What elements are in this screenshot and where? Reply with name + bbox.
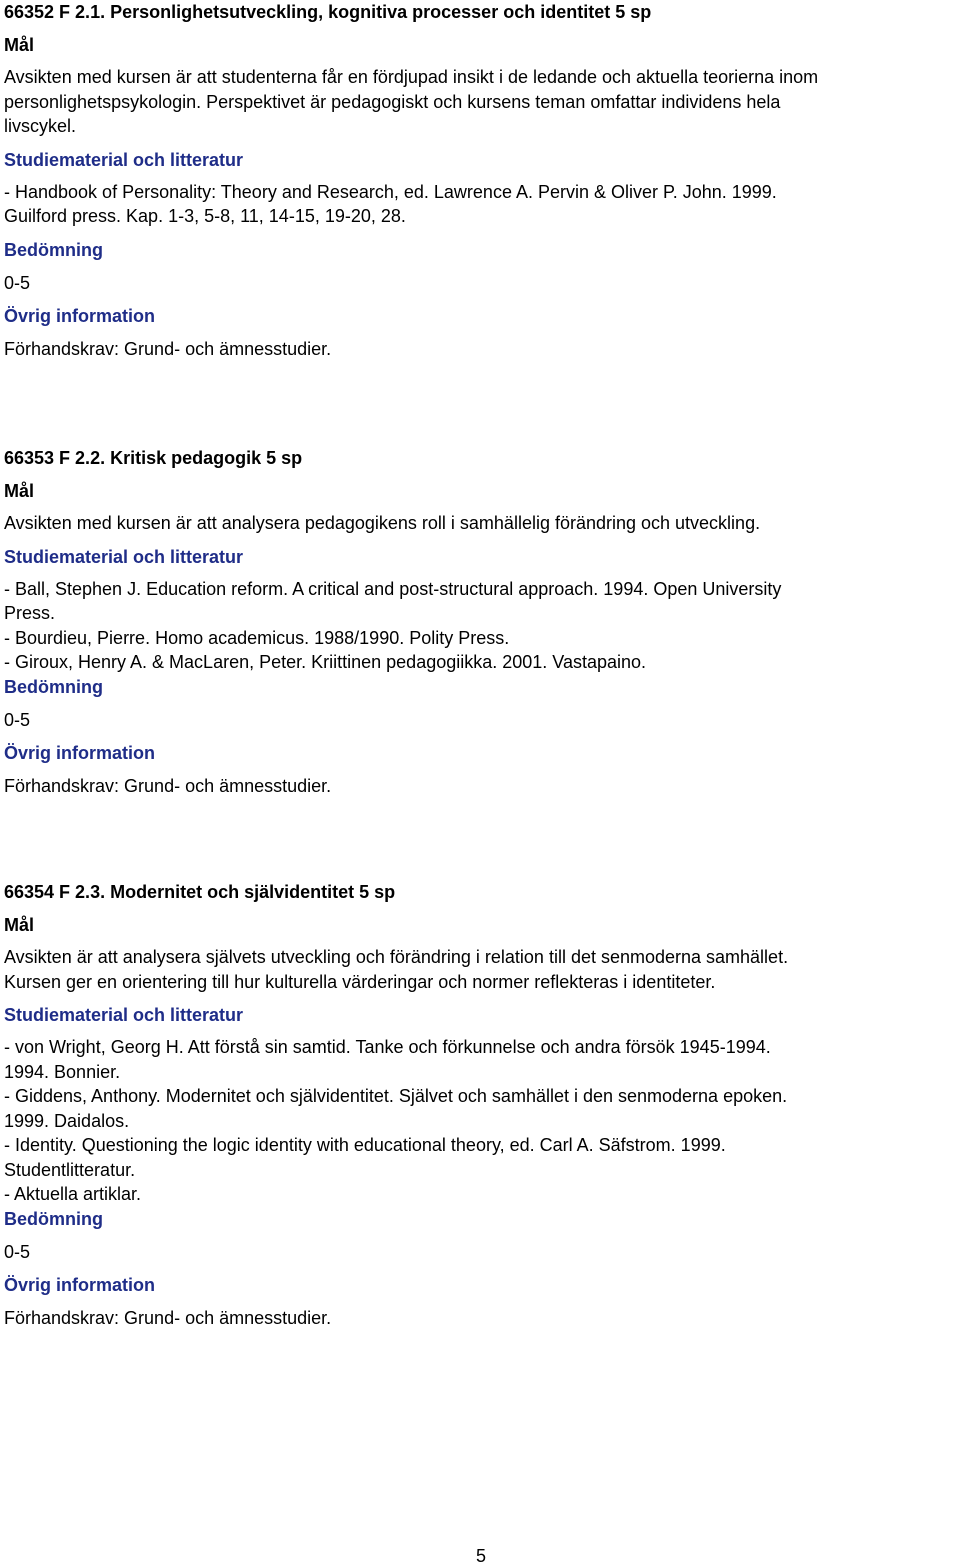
literature-line: - Handbook of Personality: Theory and Research, ed. Lawrence A. Pervin & Oliver P. John. 1999. bbox=[4, 181, 777, 202]
literature-line: - Bourdieu, Pierre. Homo academicus. 1988/1990. Polity Press. bbox=[4, 627, 510, 648]
goal-line: Avsikten är att analysera självets utveckling och förändring i relation till det senmoderna samhället. bbox=[4, 947, 789, 967]
goal-line: personlighetspsykologin. Perspektivet är pedagogiskt och kursens teman omfattar individens hela bbox=[4, 91, 781, 112]
literature-line: Press. bbox=[4, 603, 56, 623]
literature-line: - von Wright, Georg H. Att förstå sin samtid. Tanke och förkunnelse och andra försök 1945-1994. bbox=[4, 1037, 771, 1057]
literature-line: Guilford press. Kap. 1-3, 5-8, 11, 14-15, 19-20, 28. bbox=[4, 206, 406, 226]
page-number: 5 bbox=[476, 1546, 487, 1566]
literature-line: - Aktuella artiklar. bbox=[4, 1184, 142, 1204]
course-66353 bbox=[4, 446, 956, 798]
goal-text bbox=[4, 511, 956, 536]
literature-line: - Identity. Questioning the logic identity with educational theory, ed. Carl A. Säfstrom. 1999. bbox=[4, 1135, 726, 1155]
goal-text bbox=[4, 65, 956, 139]
literature-list bbox=[4, 180, 956, 229]
goal-line: Avsikten med kursen är att analysera pedagogikens roll i samhällelig förändring och utveckling. bbox=[4, 513, 761, 533]
grading-heading: Bedömning bbox=[4, 1208, 103, 1229]
literature-heading: Studiematerial och litteratur bbox=[4, 546, 244, 567]
literature-list bbox=[4, 1035, 956, 1207]
goal-heading: Mål bbox=[4, 915, 35, 935]
course-title: 66353 F 2.2. Kritisk pedagogik 5 sp bbox=[4, 448, 303, 468]
course-66354 bbox=[4, 880, 956, 1330]
literature-heading: Studiematerial och litteratur bbox=[4, 1005, 244, 1025]
literature-line: 1999. Daidalos. bbox=[4, 1110, 130, 1131]
literature-line: - Giroux, Henry A. & MacLaren, Peter. Kriittinen pedagogiikka. 2001. Vastapaino. bbox=[4, 652, 647, 672]
goal-text bbox=[4, 945, 956, 994]
literature-line: - Ball, Stephen J. Education reform. A critical and post-structural approach. 1994. Open University bbox=[4, 578, 782, 599]
goal-heading: Mål bbox=[4, 481, 35, 501]
info-value: Förhandskrav: Grund- och ämnesstudier. bbox=[4, 775, 332, 796]
literature-list bbox=[4, 577, 956, 675]
literature-heading: Studiematerial och litteratur bbox=[4, 149, 244, 170]
literature-line: 1994. Bonnier. bbox=[4, 1061, 121, 1082]
literature-line: - Giddens, Anthony. Modernitet och självidentitet. Självet och samhället i den senmoderna epoken. bbox=[4, 1086, 788, 1106]
goal-line: livscykel. bbox=[4, 116, 77, 136]
literature-line: Studentlitteratur. bbox=[4, 1159, 136, 1180]
grading-heading: Bedömning bbox=[4, 676, 103, 697]
course-title: 66354 F 2.3. Modernitet och självidentitet 5 sp bbox=[4, 882, 396, 902]
info-value: Förhandskrav: Grund- och ämnesstudier. bbox=[4, 1307, 332, 1328]
course-title: 66352 F 2.1. Personlighetsutveckling, kognitiva processer och identitet 5 sp bbox=[4, 2, 652, 22]
course-66352 bbox=[4, 0, 956, 361]
info-heading: Övrig information bbox=[4, 305, 156, 326]
info-heading: Övrig information bbox=[4, 1274, 156, 1295]
info-heading: Övrig information bbox=[4, 742, 156, 763]
grading-value: 0-5 bbox=[4, 1241, 31, 1262]
grading-value: 0-5 bbox=[4, 272, 31, 293]
grading-heading: Bedömning bbox=[4, 239, 103, 260]
goal-line: Kursen ger en orientering till hur kulturella värderingar och normer reflekteras i identiteter. bbox=[4, 971, 716, 992]
info-value: Förhandskrav: Grund- och ämnesstudier. bbox=[4, 338, 332, 359]
goal-heading: Mål bbox=[4, 35, 35, 55]
goal-line: Avsikten med kursen är att studenterna får en fördjupad insikt i de ledande och aktuella teorierna inom bbox=[4, 67, 819, 87]
grading-value: 0-5 bbox=[4, 709, 31, 730]
